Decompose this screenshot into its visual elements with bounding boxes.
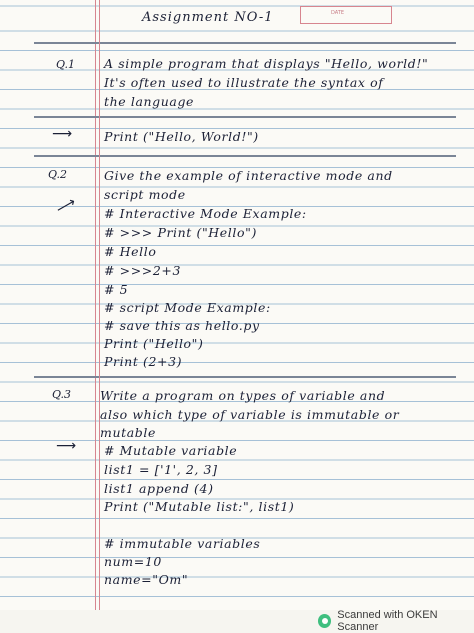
- question-1-label: Q.1: [56, 58, 75, 71]
- divider: [34, 42, 456, 44]
- code-line: list1 = ['1', 2, 3]: [104, 462, 218, 477]
- date-label: DATE: [331, 10, 345, 16]
- question-1-answer: Print ("Hello, World!"): [104, 129, 259, 144]
- question-2-line-2: script mode: [104, 187, 186, 202]
- code-line: # 5: [104, 282, 129, 297]
- code-line: # immutable variables: [104, 536, 261, 551]
- code-line: name="Om": [104, 572, 189, 587]
- question-3-line-1: Write a program on types of variable and: [100, 388, 386, 403]
- question-1-line-1: A simple program that displays "Hello, world!": [104, 56, 429, 71]
- code-line: Print ("Mutable list:", list1): [104, 499, 295, 514]
- question-2-label: Q.2: [48, 168, 67, 181]
- scanner-footer: [318, 610, 474, 632]
- scanner-logo-icon: [318, 614, 331, 628]
- scanner-text: Scanned with OKEN Scanner: [337, 609, 438, 633]
- divider: [34, 376, 456, 378]
- code-line: # Hello: [104, 244, 157, 259]
- code-line: # Interactive Mode Example:: [104, 206, 307, 221]
- question-3-line-3: mutable: [100, 425, 156, 440]
- code-line: list1 append (4): [104, 481, 214, 496]
- divider: [34, 116, 456, 118]
- date-box: [300, 6, 392, 24]
- divider: [34, 155, 456, 157]
- arrow-right-icon: ⟶: [53, 194, 79, 218]
- code-line: # >>> Print ("Hello"): [104, 225, 257, 240]
- code-line: num=10: [104, 554, 162, 569]
- code-line: Print ("Hello"): [104, 336, 204, 351]
- question-3-label: Q.3: [52, 388, 71, 401]
- page-title: Assignment NO-1: [142, 10, 274, 25]
- arrow-right-icon: ⟶: [56, 438, 77, 454]
- code-line: # script Mode Example:: [104, 300, 271, 315]
- question-1-line-3: the language: [104, 94, 195, 109]
- question-2-line-1: Give the example of interactive mode and: [104, 168, 393, 183]
- arrow-right-icon: ⟶: [52, 126, 73, 142]
- code-line: # >>>2+3: [104, 263, 182, 278]
- code-line: # Mutable variable: [104, 443, 238, 458]
- question-3-line-2: also which type of variable is immutable or: [100, 407, 400, 422]
- question-1-line-2: It's often used to illustrate the syntax of: [104, 75, 384, 90]
- code-line: Print (2+3): [104, 354, 183, 369]
- code-line: # save this as hello.py: [104, 318, 260, 333]
